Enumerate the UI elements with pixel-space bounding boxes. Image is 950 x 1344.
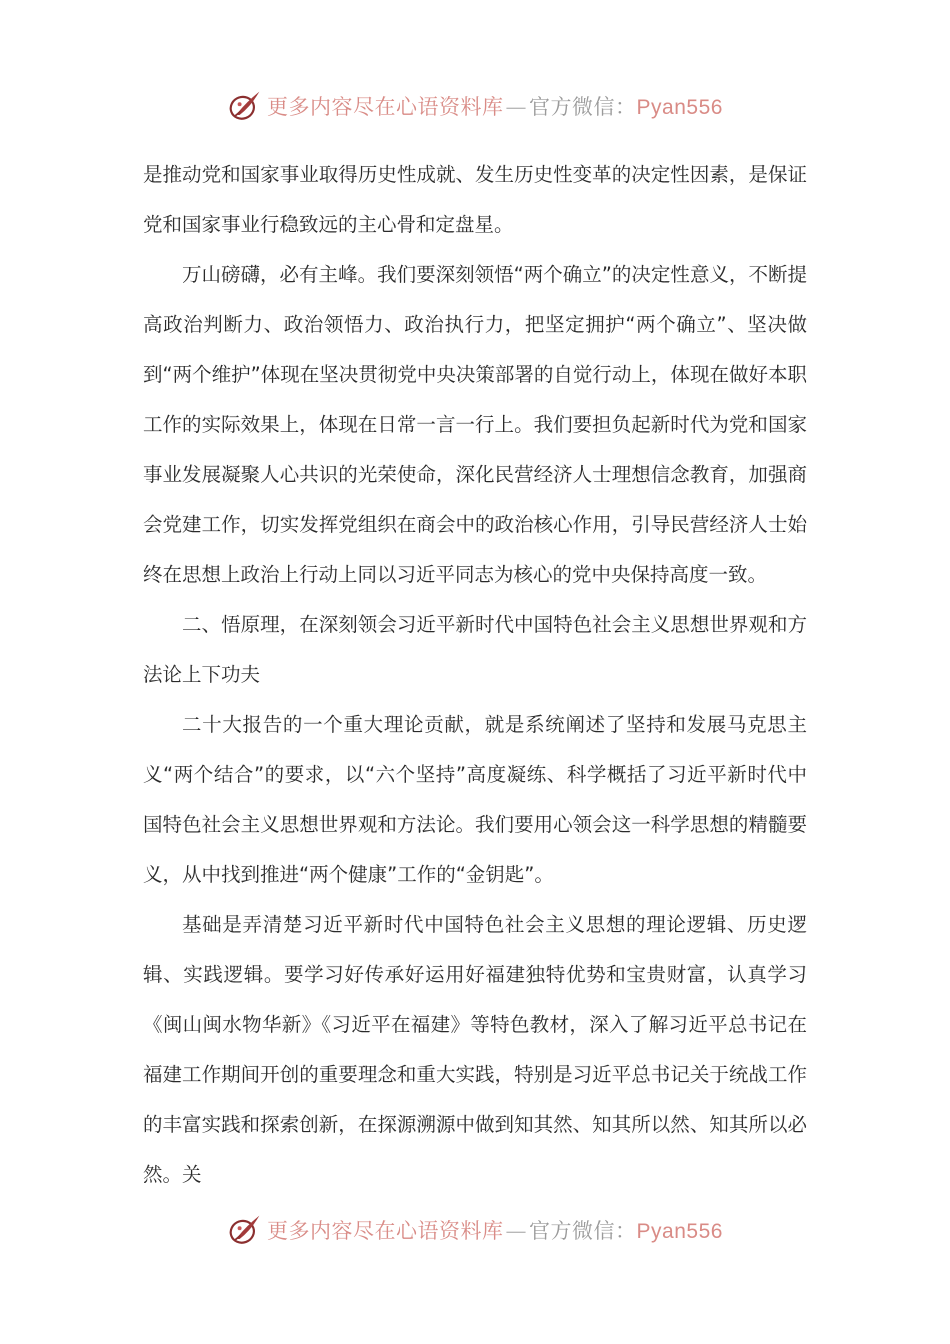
paragraph: 是推动党和国家事业取得历史性成就、发生历史性变革的决定性因素，是保证党和国家事业行稳致远的主心骨和定盘星。 <box>143 163 807 236</box>
banner-text: 更多内容尽在心语资料库 <box>267 1219 504 1243</box>
footer-banner <box>0 1210 950 1250</box>
banner-separator: — <box>505 1219 528 1243</box>
paragraph: 基础是弄清楚习近平新时代中国特色社会主义思想的理论逻辑、历史逻辑、实践逻辑。要学习好传承好运用好福建独特优势和宝贵财富，认真学习《闽山闽水物华新》《习近平在福建》等特色教材，深入了解习近平总书记在福建工作期间开创的重要理念和重大实践，特别是习近平总书记关于统战工作的丰富实践和探索创新，在探源溯源中做到知其然、知其所以然、知其所以必然。关 <box>143 913 807 1186</box>
wechat-id: Pyan556 <box>636 1220 723 1243</box>
document-body <box>143 150 807 1200</box>
wechat-id: Pyan556 <box>636 96 723 119</box>
wechat-label: 官方微信： <box>529 1219 637 1243</box>
quill-logo-icon <box>227 88 263 124</box>
paragraph: 二十大报告的一个重大理论贡献，就是系统阐述了坚持和发展马克思主义“两个结合”的要求，以“六个坚持”高度凝练、科学概括了习近平新时代中国特色社会主义思想世界观和方法论。我们要用心领会这一科学思想的精髓要义，从中找到推进“两个健康”工作的“金钥匙”。 <box>143 713 807 886</box>
wechat-label: 官方微信： <box>529 95 637 119</box>
paragraph: 万山磅礴，必有主峰。我们要深刻领悟“两个确立”的决定性意义，不断提高政治判断力、政治领悟力、政治执行力，把坚定拥护“两个确立”、坚决做到“两个维护”体现在坚决贯彻党中央决策部署的自觉行动上，体现在做好本职工作的实际效果上，体现在日常一言一行上。我们要担负起新时代为党和国家事业发展凝聚人心共识的光荣使命，深化民营经济人士理想信念教育，加强商会党建工作，切实发挥党组织在商会中的政治核心作用，引导民营经济人士始终在思想上政治上行动上同以习近平同志为核心的党中央保持高度一致。 <box>143 263 807 586</box>
banner-text: 更多内容尽在心语资料库 <box>267 95 504 119</box>
banner-separator: — <box>505 95 528 119</box>
header-banner <box>0 86 950 126</box>
quill-logo-icon <box>227 1212 263 1248</box>
section-heading: 二、悟原理，在深刻领会习近平新时代中国特色社会主义思想世界观和方法论上下功夫 <box>143 613 807 686</box>
